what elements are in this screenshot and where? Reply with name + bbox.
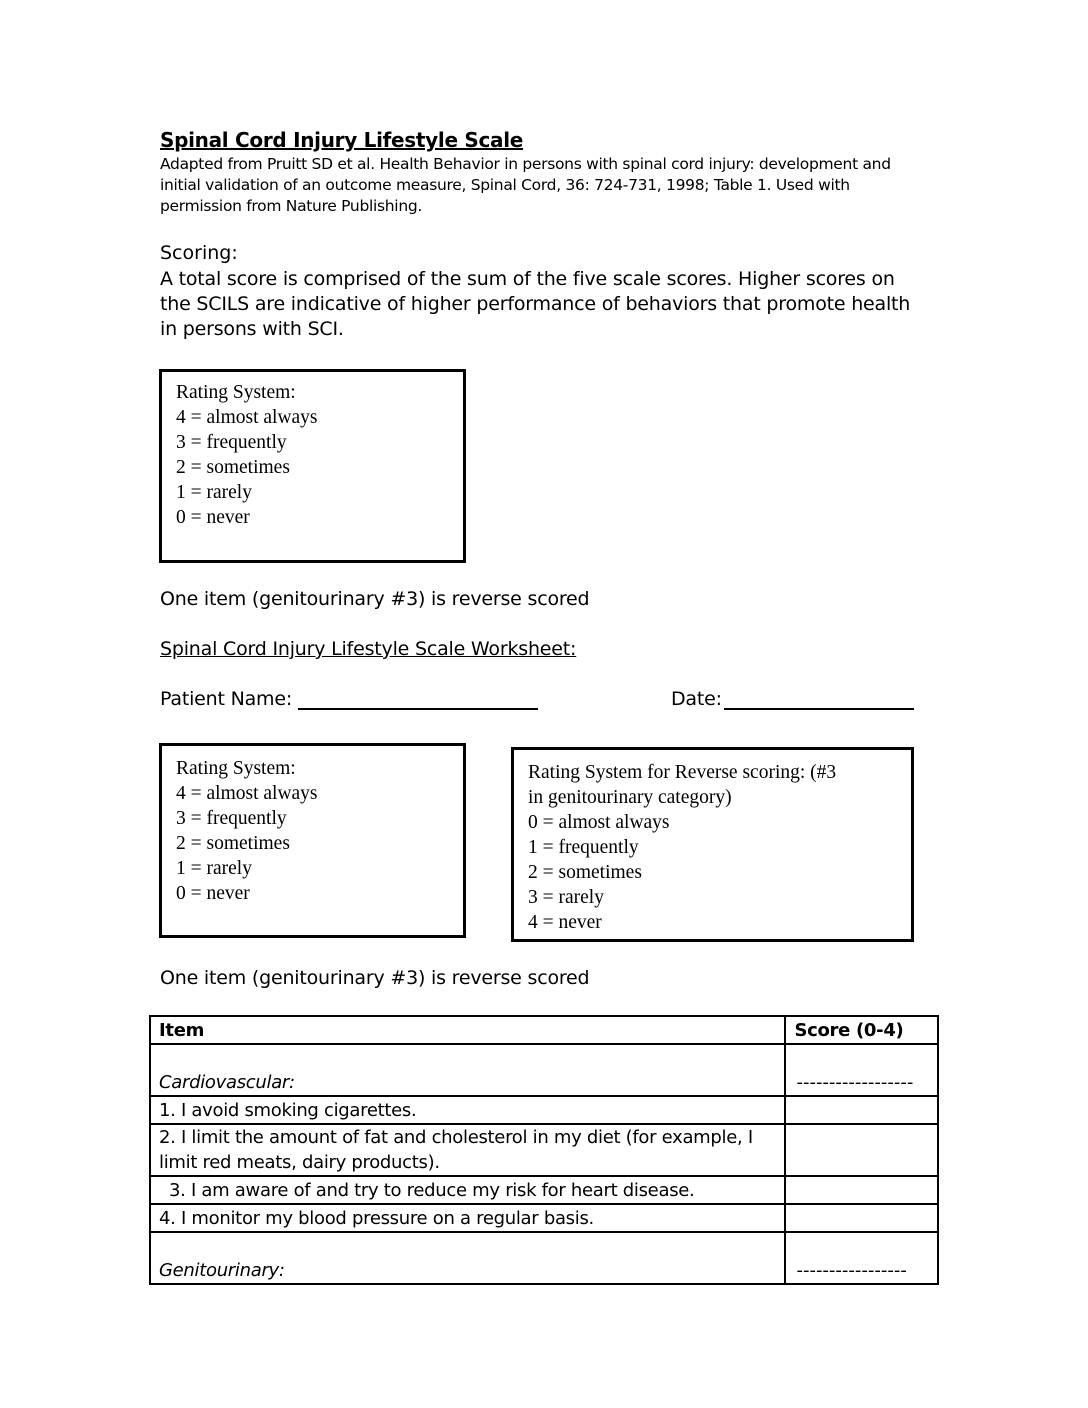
reverse-rating-option: 4 = never [528,912,602,933]
item-text: 1. I avoid smoking cigarettes. [150,1096,785,1124]
reverse-rating-option: 3 = rarely [528,887,604,908]
date-field[interactable] [724,708,914,710]
rating-system-title: Rating System: [176,758,296,779]
item-text: 4. I monitor my blood pressure on a regular basis. [150,1204,785,1232]
reverse-score-note: One item (genitourinary #3) is reverse scored [160,588,590,610]
rating-option: 3 = frequently [176,432,287,453]
worksheet-table [149,1015,939,1285]
rating-option: 4 = almost always [176,407,318,428]
item-text: 3. I am aware of and try to reduce my risk for heart disease. [150,1176,785,1204]
rating-option: 1 = rarely [176,482,252,503]
reverse-rating-title: in genitourinary category) [528,787,732,808]
score-cell[interactable] [785,1124,938,1176]
table-row [150,1096,938,1124]
reverse-rating-system-box [511,747,914,942]
table-row [150,1204,938,1232]
rating-option: 1 = rarely [176,858,252,879]
item-text: 2. I limit the amount of fat and cholesterol in my diet (for example, I limit red meats, dairy products). [150,1124,785,1176]
rating-option: 2 = sometimes [176,833,290,854]
reverse-rating-option: 0 = almost always [528,812,670,833]
reverse-rating-option: 1 = frequently [528,837,639,858]
score-cell[interactable] [785,1096,938,1124]
rating-option: 4 = almost always [176,783,318,804]
date-label: Date: [671,688,722,710]
category-row [150,1232,938,1284]
rating-option: 0 = never [176,507,250,528]
reverse-rating-title: Rating System for Reverse scoring: (#3 [528,762,837,783]
category-score-placeholder: ----------------- [785,1232,938,1284]
rating-system-box [159,743,466,938]
category-label: Genitourinary: [150,1232,785,1284]
citation-text: Adapted from Pruitt SD et al. Health Behavior in persons with spinal cord injury: development and initial validation of an outcome measure, Spinal Cord, 36: 724-731, 1998; Table 1. Used with permission from Nature Publishing. [160,155,891,215]
patient-name-field[interactable] [298,708,538,710]
rating-system-title: Rating System: [176,382,296,403]
score-cell[interactable] [785,1176,938,1204]
scoring-heading: Scoring: [160,242,238,264]
category-label: Cardiovascular: [150,1044,785,1096]
category-score-placeholder: ------------------ [785,1044,938,1096]
reverse-score-note: One item (genitourinary #3) is reverse scored [160,967,590,989]
rating-option: 2 = sometimes [176,457,290,478]
scoring-description: A total score is comprised of the sum of the five scale scores. Higher scores on the SCILS are indicative of higher performance of behaviors that promote health in persons with SCI. [160,268,911,340]
rating-option: 0 = never [176,883,250,904]
category-row [150,1044,938,1096]
score-cell[interactable] [785,1204,938,1232]
table-row [150,1124,938,1176]
item-column-header: Item [150,1016,785,1044]
reverse-rating-option: 2 = sometimes [528,862,642,883]
table-row [150,1176,938,1204]
worksheet-title: Spinal Cord Injury Lifestyle Scale Worksheet: [160,638,577,660]
rating-system-box [159,369,466,563]
patient-name-label: Patient Name: [160,688,293,710]
rating-option: 3 = frequently [176,808,287,829]
document-title: Spinal Cord Injury Lifestyle Scale [160,128,524,152]
table-header-row [150,1016,938,1044]
score-column-header: Score (0-4) [785,1016,938,1044]
